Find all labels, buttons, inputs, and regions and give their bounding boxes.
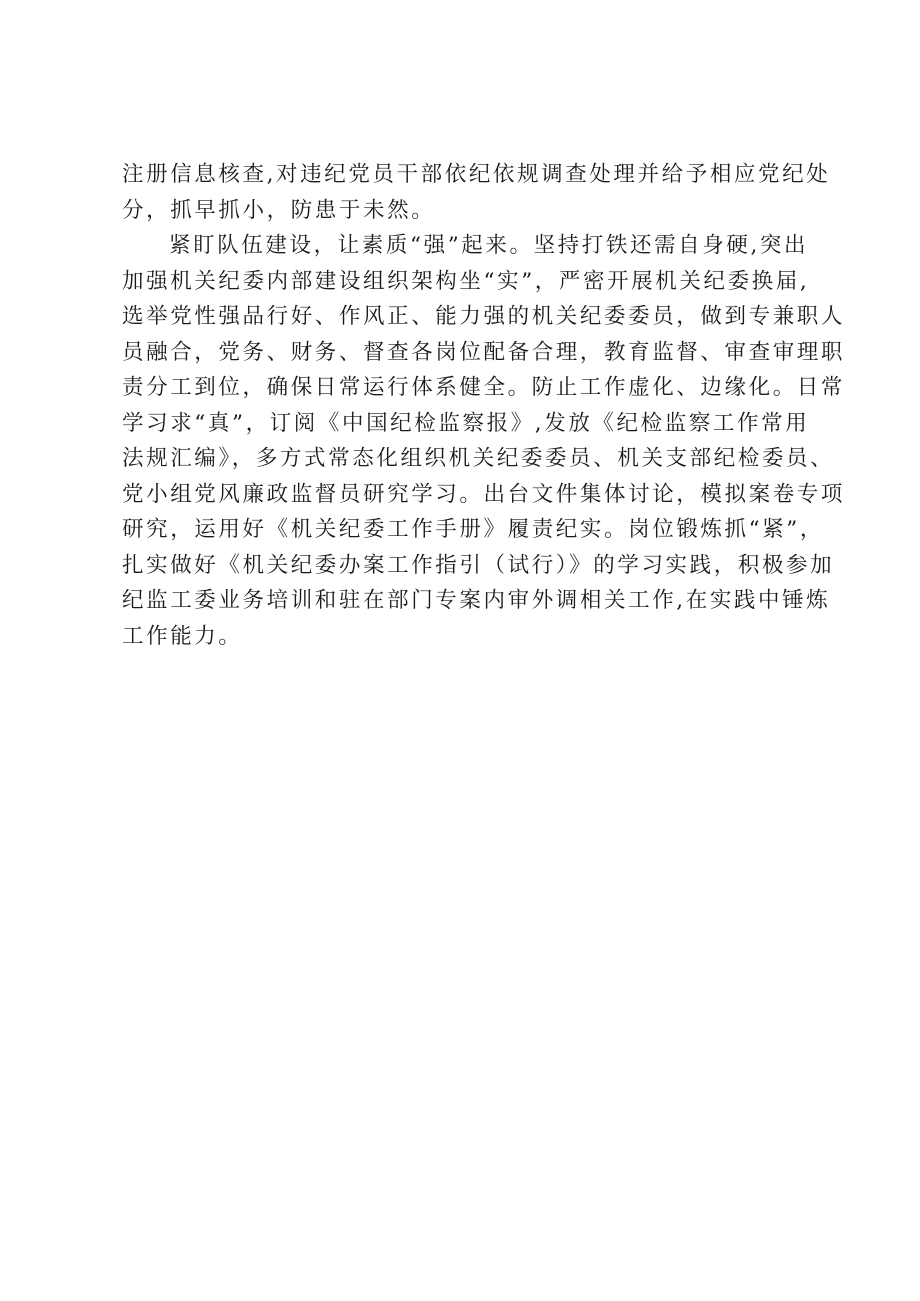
body-text [122, 157, 846, 654]
text-line: 选举党性强品行好、作风正、能力强的机关纪委委员，做到专兼职人 [122, 304, 846, 329]
text-line: 法规汇编》，多方式常态化组织机关纪委委员、机关支部纪检委员、 [122, 446, 835, 471]
text-line: 扎实做好《机关纪委办案工作指引（试行）》的学习实践，积极参加 [122, 552, 835, 578]
paragraph-continuation [122, 157, 831, 228]
text-line: 学习求“真”，订阅《中国纪检监察报》,发放《纪检监察工作常用 [122, 410, 810, 436]
text-line: 纪监工委业务培训和驻在部门专案内审外调相关工作,在实践中锤炼 [122, 588, 831, 613]
text-line: 加强机关纪委内部建设组织架构坐“实”，严密开展机关纪委换届, [122, 268, 810, 294]
paragraph-team-building [122, 228, 846, 654]
text-line: 研究，运用好《机关纪委工作手册》履责纪实。岗位锻炼抓“紧”， [122, 517, 824, 542]
text-line: 注册信息核查,对违纪党员干部依纪依规调查处理并给予相应党纪处 [122, 162, 831, 187]
text-line: 责分工到位，确保日常运行体系健全。防止工作虚化、边缘化。日常 [122, 375, 846, 400]
text-line: 紧盯队伍建设，让素质“强”起来。坚持打铁还需自身硬,突出 [169, 233, 809, 258]
text-line: 工作能力。 [122, 623, 243, 649]
text-line: 员融合，党务、财务、督查各岗位配备合理，教育监督、审查审理职 [122, 339, 846, 365]
text-line: 党小组党风廉政监督员研究学习。出台文件集体讨论，模拟案卷专项 [122, 481, 846, 507]
text-line: 分，抓早抓小，防患于未然。 [122, 197, 436, 223]
